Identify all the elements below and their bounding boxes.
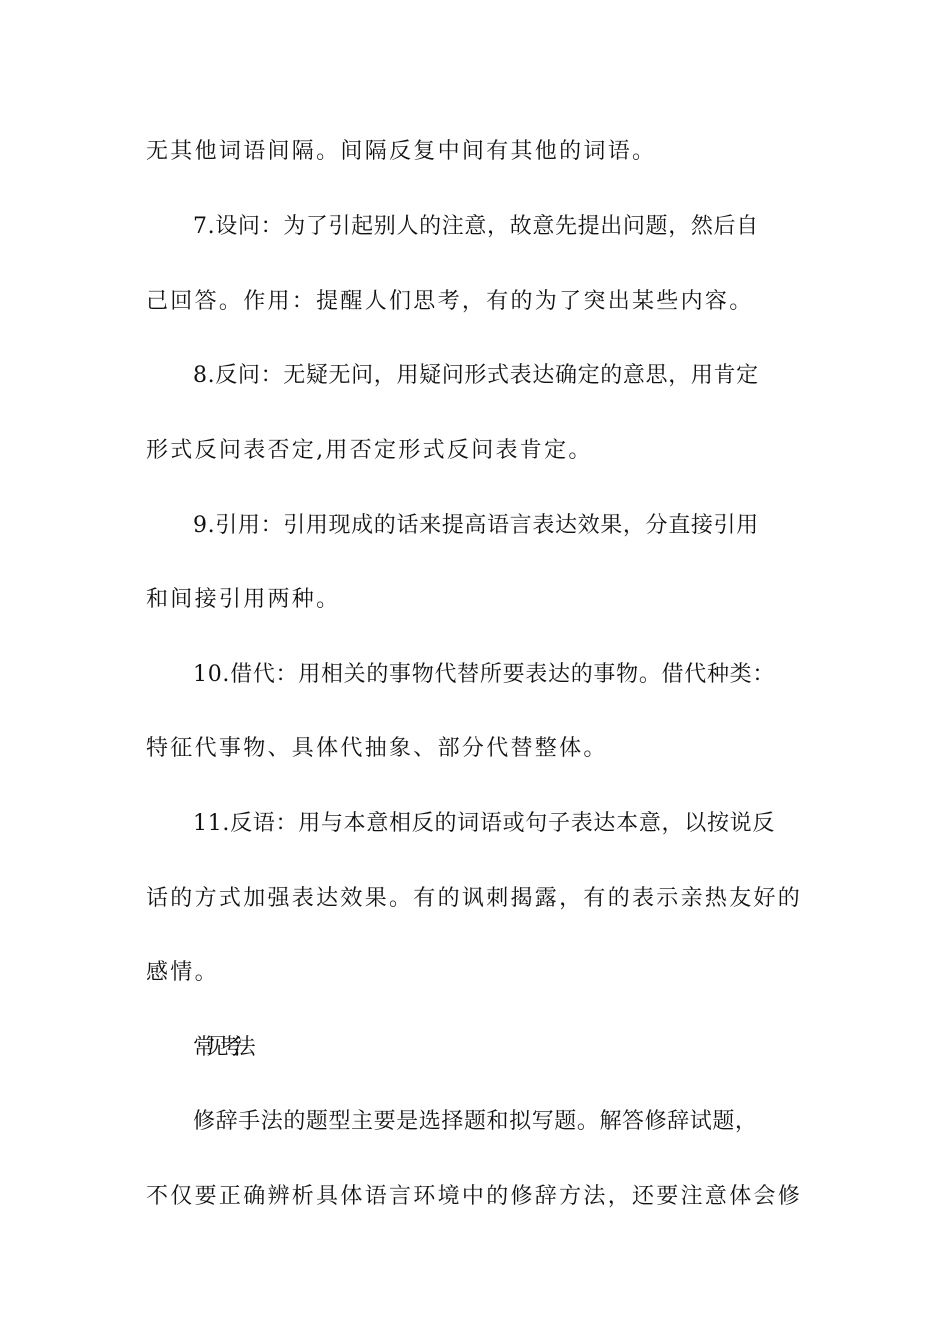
text-line: 7.设问：为了引起别人的注意，故意先提出问题，然后自 [193, 214, 759, 239]
text-line: 修辞手法的题型主要是选择题和拟写题。解答修辞试题， [193, 1109, 758, 1134]
text-line: 9.引用：引用现成的话来提高语言表达效果，分直接引用 [193, 513, 759, 538]
text-line: 8.反问：无疑无问，用疑问形式表达确定的意思，用肯定 [193, 363, 759, 388]
text-line: 和间接引用两种。 [146, 587, 341, 612]
section-heading: 常见考法 [193, 1035, 248, 1060]
text-line: 10.借代：用相关的事物代替所要表达的事物。借代种类： [193, 662, 776, 687]
text-line: 无其他词语间隔。间隔反复中间有其他的词语。 [146, 139, 657, 164]
text-line: 感情。 [146, 960, 219, 985]
text-line: 不仅要正确辨析具体语言环境中的修辞方法，还要注意体会修 [146, 1184, 803, 1209]
text-line: 特征代事物、具体代抽象、部分代替整体。 [146, 736, 608, 761]
text-line: 己回答。作用：提醒人们思考，有的为了突出某些内容。 [146, 289, 754, 314]
text-line: 话的方式加强表达效果。有的讽刺揭露，有的表示亲热友好的 [146, 886, 803, 911]
text-line: 11.反语：用与本意相反的词语或句子表达本意，以按说反 [193, 811, 776, 836]
text-line: 形式反问表否定,用否定形式反问表肯定。 [146, 438, 593, 463]
